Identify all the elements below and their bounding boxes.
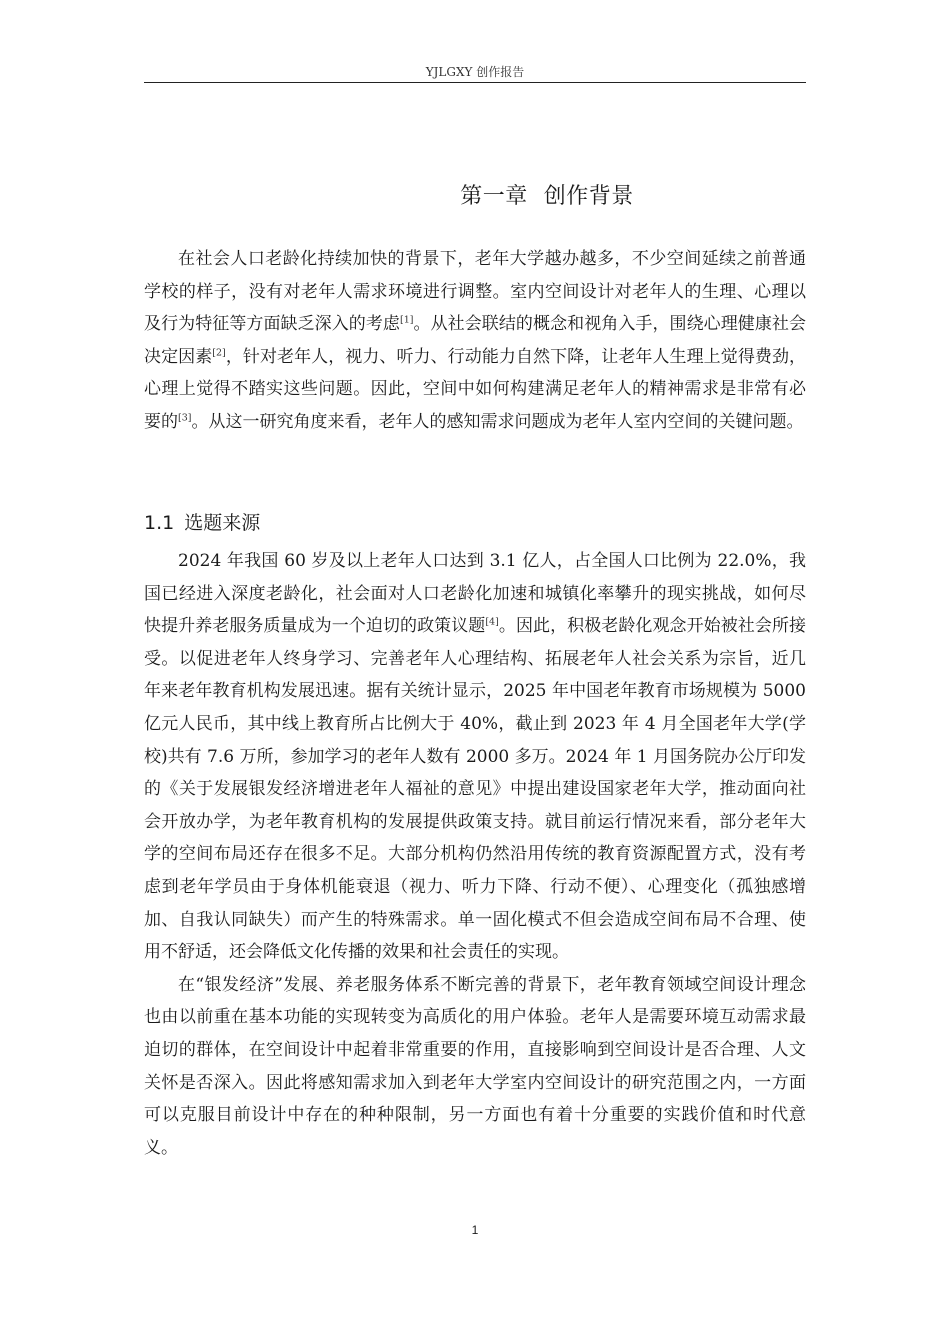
chapter-name: 创作背景 (543, 184, 634, 209)
section-body (144, 545, 806, 1164)
intro-block (144, 243, 806, 439)
section-number: 1.1 (144, 512, 175, 534)
section-title: 选题来源 (184, 512, 261, 534)
section-p1-text-2: 。因此，积极老龄化观念开始被社会所接受。以促进老年人终身学习、完善老年人心理结构、拓展老年人社会关系为宗旨，近几年来老年教育机构发展迅速。据有关统计显示，2025 年中国老年教育市场规模为 5000 亿元人民币，其中线上教育所占比例大于 40%，截止到 2023 年 4 月全国老年大学(学校)共有 7.6 万所，参加学习的老年人数有 2000 多万。2024 年 1 月国务院办公厅印发的《关于发展银发经济增进老年人福祉的意见》中提出建设国家老年大学，推动面向社会开放办学，为老年教育机构的发展提供政策支持。就目前运行情况来看，部分老年大学的空间布局还存在很多不足。大部分机构仍然沿用传统的教育资源配置方式，没有考虑到老年学员由于身体机能衰退（视力、听力下降、行动不便）、心理变化（孤独感增加、自我认同缺失）而产生的特殊需求。单一固化模式不但会造成空间布局不合理、使用不舒适，还会降低文化传播的效果和社会责任的实现。 (144, 616, 807, 963)
intro-text-1: 在社会人口老龄化持续加快的背景下，老年大学越办越多，不少空间延续之前普通学校的样子，没有对老年人需求环境进行调整。室内空间设计对老年人的生理、心理以及行为特征等方面缺乏深入的考虑 (144, 249, 806, 335)
intro-text-2: 。从社会联结的概念和视角入手，围绕心理健康社会决定因素 (144, 314, 806, 367)
chapter-number: 第一章 (460, 184, 528, 209)
page-number: 1 (471, 1223, 479, 1237)
intro-paragraph (144, 243, 806, 439)
header-rule (144, 82, 806, 83)
section-paragraph-2: 在“银发经济”发展、养老服务体系不断完善的背景下，老年教育领域空间设计理念也由以前重在基本功能的实现转变为高质化的用户体验。老年人是需要环境互动需求最迫切的群体，在空间设计中起着非常重要的作用，直接影响到空间设计是否合理、人文关怀是否深入。因此将感知需求加入到老年大学室内空间设计的研究范围之内，一方面可以克服目前设计中存在的种种限制，另一方面也有着十分重要的实践价值和时代意义。 (144, 974, 806, 1158)
citation-2: [2] (212, 347, 226, 359)
chapter-title (144, 180, 950, 214)
section-heading (144, 506, 806, 540)
intro-text-3: ，针对老年人，视力、听力、行动能力自然下降，让老年人生理上觉得费劲，心理上觉得不踏实这些问题。因此，空间中如何构建满足老年人的精神需求是非常有必要的 (144, 346, 807, 432)
running-header: YJLGXY 创作报告 (425, 65, 525, 79)
section-paragraph-1 (144, 545, 806, 969)
citation-4: [4] (485, 616, 499, 628)
citation-3: [3] (178, 412, 192, 424)
intro-text-4: 。从这一研究角度来看，老年人的感知需求问题成为老年人室内空间的关键问题。 (191, 411, 804, 432)
section-p1-text-1: 2024 年我国 60 岁及以上老年人口达到 3.1 亿人，占全国人口比例为 22.0%，我国已经进入深度老龄化，社会面对人口老龄化加速和城镇化率攀升的现实挑战，如何尽快提升养老服务质量成为一个迫切的政策议题 (144, 551, 806, 637)
citation-1: [1] (400, 314, 414, 326)
